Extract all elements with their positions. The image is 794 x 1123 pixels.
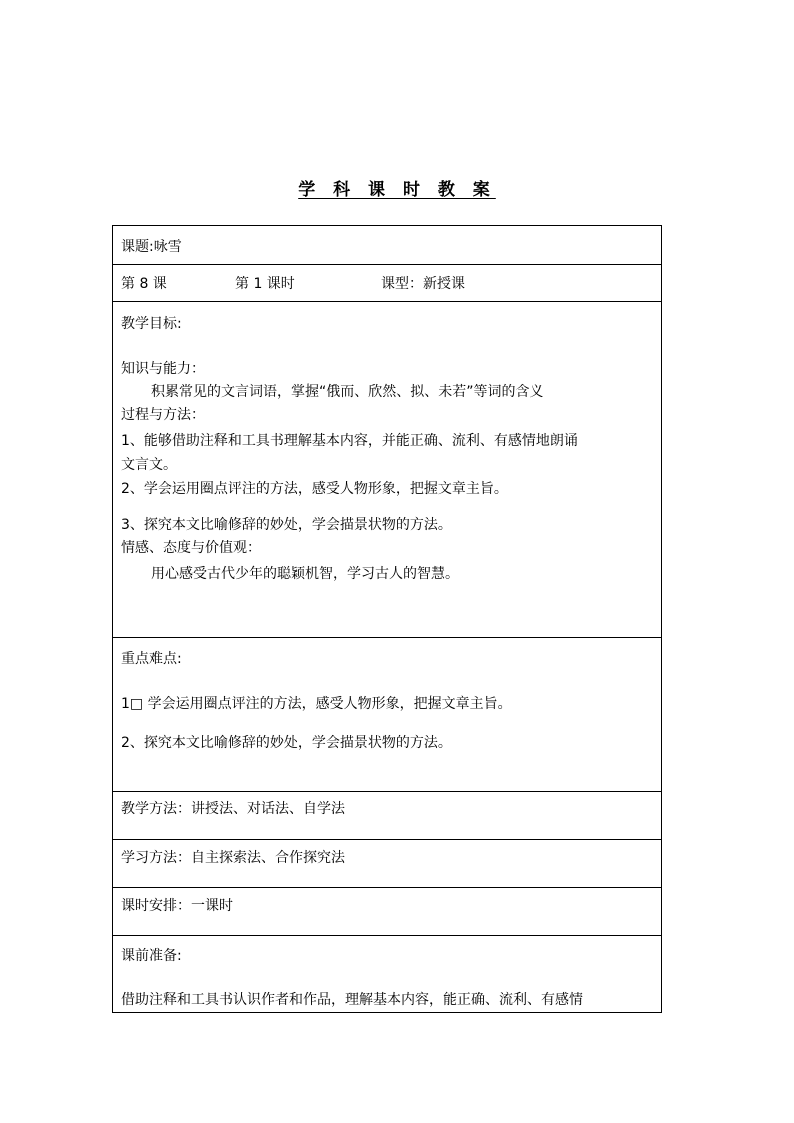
emotion-item: 用心感受古代少年的聪颖机智，学习古人的智慧。: [151, 566, 459, 582]
key-point-2: 2、探究本文比喻修辞的妙处，学会描景状物的方法。: [121, 735, 452, 751]
key-point-1: 1□ 学会运用圈点评注的方法，感受人物形象，把握文章主旨。: [121, 696, 512, 712]
process-item-1-line2: 文言文。: [121, 457, 177, 473]
topic-text: 课题:咏雪: [121, 239, 182, 255]
objectives-heading: 教学目标:: [121, 316, 182, 332]
teaching-method-text: 教学方法：讲授法、对话法、自学法: [121, 801, 345, 817]
learning-method-text: 学习方法：自主探索法、合作探究法: [121, 850, 345, 866]
schedule-row: [113, 887, 661, 935]
lesson-type: 课型：新授课: [381, 276, 465, 292]
teaching-method-row: [113, 791, 661, 839]
lesson-info-row: [113, 264, 661, 301]
process-item-1-line1: 1、能够借助注释和工具书理解基本内容，并能正确、流利、有感情地朗诵: [121, 433, 578, 449]
lesson-number: 第 8 课: [121, 276, 167, 292]
key-points-heading: 重点难点:: [121, 651, 182, 667]
knowledge-item: 积累常见的文言词语，掌握“俄而、欣然、拟、未若”等词的含义: [151, 384, 544, 400]
preparation-heading: 课前准备:: [121, 948, 182, 964]
lesson-plan-table: [112, 225, 662, 1013]
preparation-row: [113, 935, 661, 1012]
schedule-text: 课时安排：一课时: [121, 898, 233, 914]
page-title: [0, 178, 794, 202]
process-item-3: 3、探究本文比喻修辞的妙处，学会描景状物的方法。: [121, 517, 452, 533]
objectives-row: [113, 301, 661, 637]
key-points-row: [113, 637, 661, 791]
emotion-heading: 情感、态度与价值观：: [121, 540, 261, 556]
page-title-text: 学 科 课 时 教 案: [298, 180, 496, 200]
process-item-2: 2、学会运用圈点评注的方法，感受人物形象，把握文章主旨。: [121, 481, 508, 497]
knowledge-heading: 知识与能力：: [121, 361, 205, 377]
preparation-item: 借助注释和工具书认识作者和作品，理解基本内容，能正确、流利、有感情: [121, 992, 583, 1008]
process-heading: 过程与方法：: [121, 407, 205, 423]
learning-method-row: [113, 839, 661, 887]
period-number: 第 1 课时: [235, 276, 295, 292]
topic-row: [113, 226, 661, 264]
